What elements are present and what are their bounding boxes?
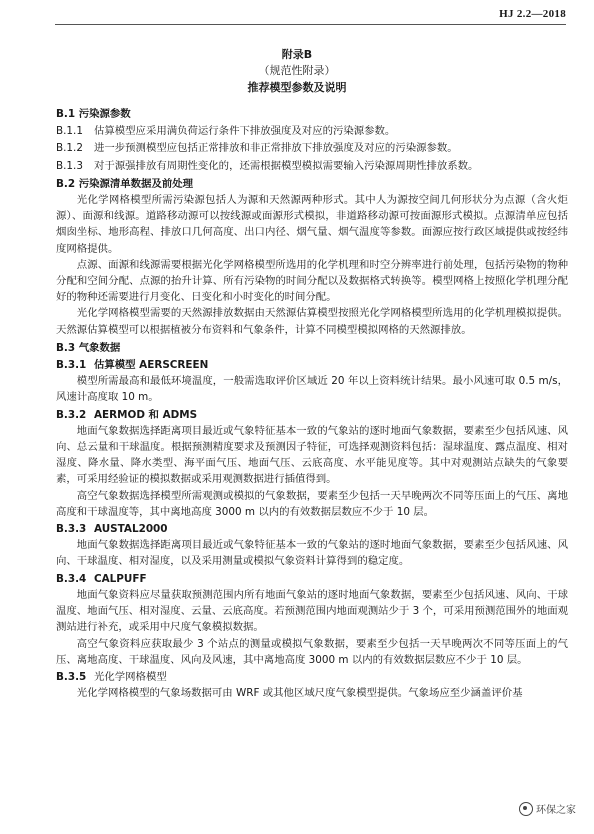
subsection-heading-b35 [56,669,568,685]
paragraph: 点源、面源和线源需要根据光化学网格模型所选用的化学机理和时空分辨率进行前处理，包括污染物的物种分配和空间分配、点源的抬升计算、所有污染物的时间分配以及数据格式转换等。模型网格上按照化学机理分配好的物种还需要进行月变化、日变化和小时变化的时间分配。 [56,258,568,304]
clause-b13 [56,158,568,174]
wechat-icon [519,802,533,816]
paragraph: 光化学网格模型的气象场数据可由 WRF 或其他区域尺度气象模型提供。气象场应至少涵盖评价基 [76,687,523,700]
paragraph: 高空气象资料应获取最少 3 个站点的测量或模拟气象数据，要素至少包括一天早晚两次不同等压面上的气压、离地高度、干球温度、风向及风速，其中离地高度 3000 m 以内的有效数据层数应不少于 10 层。 [56,637,568,666]
subsection-title: 光化学网格模型 [94,670,167,683]
watermark [519,801,576,816]
appendix-title: 附录B [281,48,313,61]
paragraph: 光化学网格模型需要的天然源排放数据由天然源估算模型按照光化学网格模型所选用的化学机理模拟提供。天然源估算模型可以根据植被分布资料和气象条件，计算不同模型模拟网格的天然源排放。 [56,307,568,336]
subsection-number: B.3.4 [56,572,87,585]
subsection-title: 估算模型 AERSCREEN [94,359,209,372]
clause-number: B.1.2 [56,142,83,155]
appendix-type: （规范性附录） [258,64,336,77]
section-heading-b3: B.3 气象数据 [56,341,121,354]
subsection-heading-b34 [56,571,568,587]
clause-number: B.1.3 [56,159,83,172]
subsection-heading-b32 [56,407,568,423]
appendix-subtitle: 推荐模型参数及说明 [247,81,347,94]
subsection-number: B.3.1 [56,359,87,372]
watermark-text: 环保之家 [536,805,576,816]
clause-text: 进一步预测模型应包括正常排放和非正常排放下排放强度及对应的污染源参数。 [94,142,458,155]
paragraph: 地面气象数据选择距离项目最近或气象特征基本一致的气象站的逐时地面气象数据，要素至少包括风速、风向、干球温度、相对湿度，以及采用测量或模拟气象资料计算得到的稳定度。 [56,539,568,568]
standard-code: HJ 2.2—2018 [499,8,566,20]
paragraph: 地面气象数据选择距离项目最近或气象特征基本一致的气象站的逐时地面气象数据，要素至少包括风速、风向、总云量和干球温度。根据预测精度要求及预测因子特征，可选择观测资料包括：湿球温度、露点温度、相对湿度、降水量、降水类型、海平面气压、地面气压、云底高度、水平能见度等。其中对观测站点缺失的气象要素，可采用经验证的模拟数据或采用观测数据进行插值得到。 [56,424,568,486]
subsection-title: AERMOD 和 ADMS [94,408,198,421]
clause-text: 对于源强排放有周期性变化的，还需根据模型模拟需要输入污染源周期性排放系数。 [94,159,479,172]
subsection-title: CALPUFF [94,572,147,585]
paragraph: 光化学网格模型所需污染源包括人为源和天然源两种形式。其中人为源按空间几何形状分为点源（含火炬源）、面源和线源。道路移动源可以按线源或面源形式模拟，非道路移动源可按面源形式模拟。点源清单应包括烟囱坐标、地形高程、排放口几何高度、出口内径、烟气量、烟气温度等参数。面源应按行政区域提供或按经纬度网格提供。 [56,194,568,255]
section-heading-b1: B.1 污染源参数 [56,108,131,120]
document-body [56,104,568,701]
clause-b12 [56,140,568,156]
subsection-heading-b33 [56,521,568,537]
subsection-number: B.3.3 [56,523,87,536]
paragraph: 地面气象资料应尽量获取预测范围内所有地面气象站的逐时地面气象数据，要素至少包括风速、风向、干球温度、地面气压、相对湿度、云量、云底高度。若预测范围内地面观测站少于 3 个，可采用预测范围外的地面观测站进行补充，或采用中尺度气象模拟数据。 [56,588,568,634]
paragraph: 模型所需最高和最低环境温度，一般需选取评价区域近 20 年以上资料统计结果。最小风速可取 0.5 m/s，风速计高度取 10 m。 [56,375,568,404]
subsection-title: AUSTAL2000 [94,523,168,536]
paragraph: 高空气象数据选择模型所需观测或模拟的气象数据，要素至少包括一天早晚两次不同等压面上的气压、离地高度和干球温度等，其中离地高度 3000 m 以内的有效数据层数应不少于 10 层。 [56,489,568,518]
subsection-number: B.3.5 [56,670,87,683]
clause-text: 估算模型应采用满负荷运行条件下排放强度及对应的污染源参数。 [94,125,396,138]
clause-b11 [56,123,568,139]
subsection-heading-b31 [56,357,568,373]
section-heading-b2: B.2 污染源清单数据及前处理 [56,177,194,190]
header-divider [55,24,566,25]
subsection-number: B.3.2 [56,408,87,421]
clause-number: B.1.1 [56,125,83,138]
